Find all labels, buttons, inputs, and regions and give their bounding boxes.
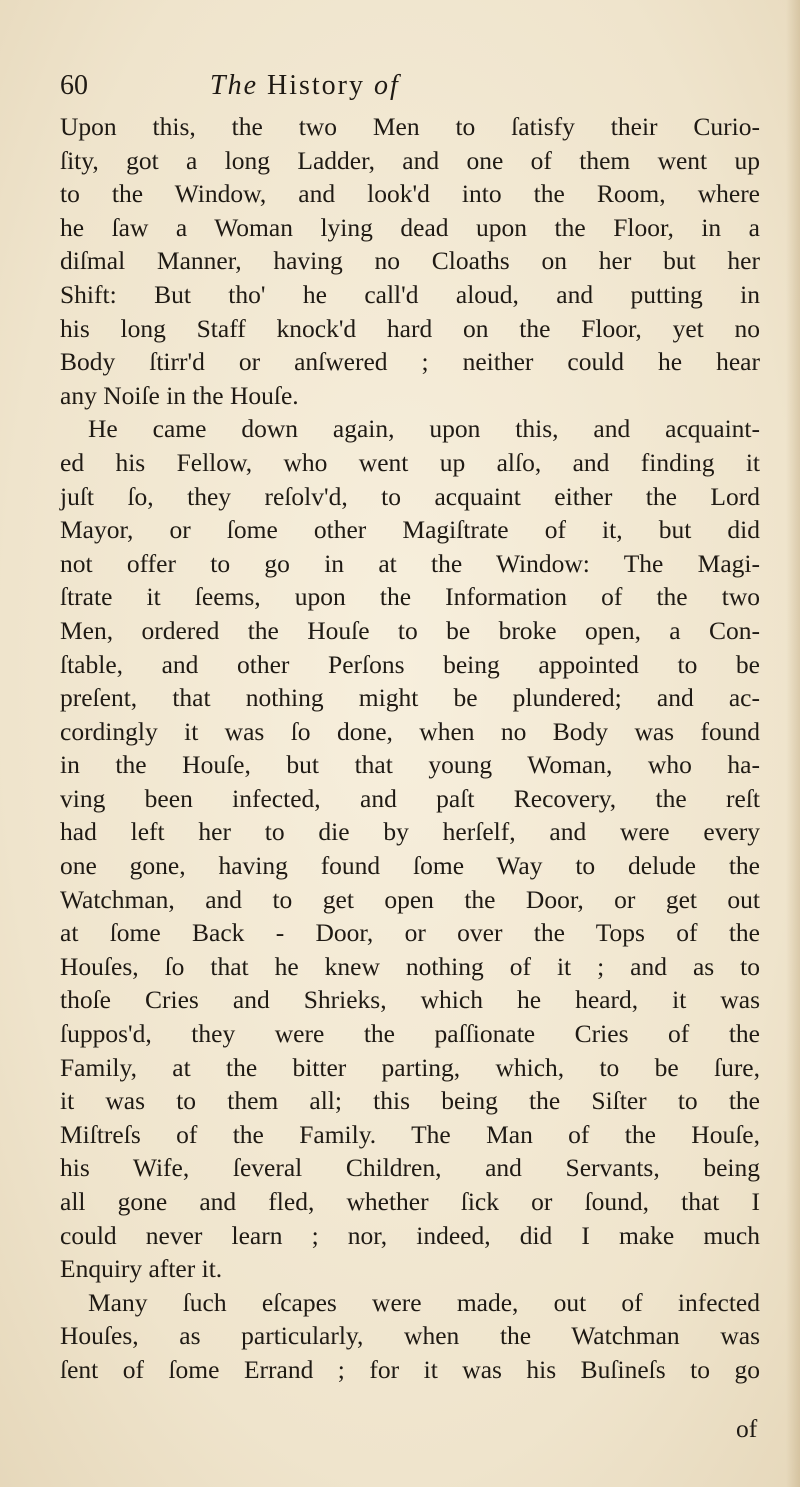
text-line: could never learn ; nor, indeed, did I make much [60,1220,760,1250]
text-line: all gone and fled, whether ſick or ſound, that I [60,1187,760,1216]
title-main: History [267,70,365,101]
text-line: ſent of ſome Errand ; for it was his Buſineſs to go [60,1354,760,1384]
text-line: Houſes, as particularly, when the Watchman was [60,1321,760,1351]
text-line: thoſe Cries and Shrieks, which he heard, it was [60,985,760,1015]
title-suffix: of [374,70,400,101]
text-line: his Wife, ſeveral Children, and Servants, being [60,1153,760,1183]
title-prefix: The [210,70,258,101]
text-line: juſt ſo, they reſolv'd, to acquaint either the Lord [60,481,760,511]
text-line: cordingly it was ſo done, when no Body was found [60,716,760,746]
text-line: not offer to go in at the Window: The Magi- [60,548,760,578]
body-text [60,110,760,1387]
text-line: ving been infected, and paſt Recovery, the reſt [60,783,760,813]
page-number: 60 [60,70,88,101]
catchword: of [736,1414,758,1443]
text-line: Watchman, and to get open the Door, or get out [60,884,760,914]
text-line: ſuppos'd, they were the paſſionate Cries of the [60,1019,760,1049]
text-line: Men, ordered the Houſe to be broke open, a Con- [60,615,760,645]
text-line: He came down again, upon this, and acquaint- [88,414,760,444]
text-line: Enquiry after it. [60,1254,223,1284]
text-line: diſmal Manner, having no Cloaths on her but her [60,246,760,276]
text-line: ſtrate it ſeems, upon the Information of the two [60,582,760,612]
text-line: to the Window, and look'd into the Room, where [60,179,760,209]
text-line: Many ſuch eſcapes were made, out of infected [88,1287,760,1317]
text-line: Body ſtirr'd or anſwered ; neither could he hear [60,347,760,377]
text-line: Shift: But tho' he call'd aloud, and putting in [60,279,760,309]
text-line: any Noiſe in the Houſe. [60,380,299,410]
page-edge-shadow [786,0,800,1487]
text-line: he ſaw a Woman lying dead upon the Floor, in a [60,212,760,242]
text-line: ed his Fellow, who went up alſo, and finding it [60,447,760,477]
text-line: Family, at the bitter parting, which, to be ſure, [60,1052,760,1082]
text-line: ſity, got a long Ladder, and one of them went up [60,145,760,175]
text-line: it was to them all; this being the Siſter to the [60,1086,760,1116]
text-line: his long Staff knock'd hard on the Floor, yet no [60,313,760,343]
text-line: Houſes, ſo that he knew nothing of it ; and as to [60,951,760,981]
text-line: ſtable, and other Perſons being appointed to be [60,649,760,679]
text-line: had left her to die by herſelf, and were every [60,817,760,847]
text-line: in the Houſe, but that young Woman, who ha- [60,750,760,780]
running-title [210,70,400,102]
text-line: at ſome Back - Door, or over the Tops of the [60,918,760,948]
text-line: Upon this, the two Men to ſatisfy their Curio- [60,112,760,141]
text-line: preſent, that nothing might be plundered; and ac- [60,683,760,713]
text-line: Miſtreſs of the Family. The Man of the Houſe, [60,1119,760,1149]
text-line: Mayor, or ſome other Magiſtrate of it, but did [60,515,760,545]
running-header [60,70,760,106]
text-line: one gone, having found ſome Way to delude the [60,851,760,881]
